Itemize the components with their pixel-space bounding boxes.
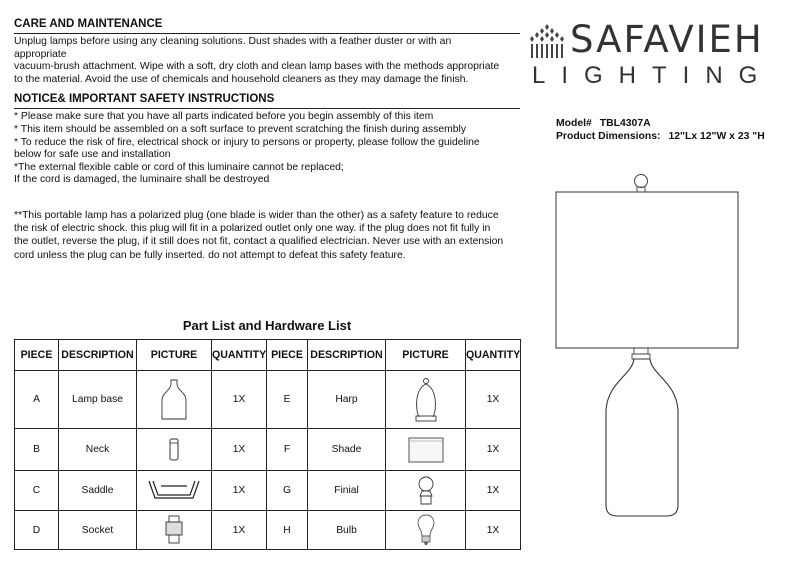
col-header: DESCRIPTION [59, 340, 137, 371]
instructions-column [14, 0, 520, 262]
piece-cell: E [267, 371, 308, 429]
quantity-cell: 1X [212, 429, 267, 471]
model-number: TBL4307A [599, 118, 651, 129]
parts-table [14, 339, 521, 550]
safety-line: below for safe use and installation [14, 149, 171, 161]
safety-line: * Please make sure that you have all parts indicated before you begin assembly of this item [14, 111, 434, 123]
safety-line: *The external flexible cable or cord of this luminaire cannot be replaced; [14, 161, 344, 173]
neck-icon [137, 429, 212, 471]
description-cell: Saddle [59, 471, 137, 511]
product-info [556, 117, 765, 143]
parts-header-row [15, 340, 521, 371]
brand-subtitle: LIGHTING [532, 62, 774, 89]
quantity-cell: 1X [212, 511, 267, 550]
bulb-icon [386, 511, 466, 550]
description-cell: Lamp base [59, 371, 137, 429]
safety-line: * This item should be assembled on a soft surface to prevent scratching the finish during assembly [14, 123, 467, 135]
care-title: CARE AND MAINTENANCE [14, 17, 520, 34]
care-line: Unplug lamps before using any cleaning solutions. Dust shades with a feather duster or with an [14, 36, 452, 47]
quantity-cell: 1X [466, 511, 521, 550]
shade-icon [386, 429, 466, 471]
safety-text [14, 111, 520, 187]
care-line: to the material. Avoid the use of chemicals and household cleaners as they may damage the finish. [14, 73, 469, 85]
saddle-icon [137, 471, 212, 511]
safety-line: * To reduce the risk of fire, electrical shock or injury to persons or property, please follow the guideline [14, 136, 480, 148]
col-header: QUANTITY [466, 340, 521, 371]
safety-title: NOTICE& IMPORTANT SAFETY INSTRUCTIONS [14, 92, 520, 109]
care-line: vacuum-brush attachment. Wipe with a soft, dry cloth and clean lamp bases with the methods appropriate [14, 61, 500, 73]
description-cell: Socket [59, 511, 137, 550]
note-line: the risk of electric shock. this plug will fit in a polarized outlet only one way. if the plug does not fit fully in [14, 223, 491, 235]
piece-cell: G [267, 471, 308, 511]
table-row [15, 471, 521, 511]
col-header: QUANTITY [212, 340, 267, 371]
safety-line: If the cord is damaged, the luminaire shall be destroyed [14, 174, 270, 186]
brand-name: SAFAVIEH [570, 18, 764, 61]
description-cell: Shade [308, 429, 386, 471]
note-line: the outlet, reverse the plug, if it still does not fit, contact a qualified electrician. Never use with an extension [14, 236, 504, 248]
piece-cell: D [15, 511, 59, 550]
harp-icon [386, 371, 466, 429]
lamp-base-icon [137, 371, 212, 429]
piece-cell: B [15, 429, 59, 471]
note-line: cord unless the plug can be fully inserted. do not attempt to defeat this safety feature. [14, 249, 406, 261]
description-cell: Harp [308, 371, 386, 429]
care-text [14, 36, 520, 86]
col-header: DESCRIPTION [308, 340, 386, 371]
table-row [15, 429, 521, 471]
col-header: PICTURE [137, 340, 212, 371]
description-cell: Finial [308, 471, 386, 511]
safavieh-logo [528, 18, 790, 98]
dimensions-value: 12"Lx 12"W x 23 "H [668, 131, 765, 142]
col-header: PIECE [15, 340, 59, 371]
table-lamp-drawing-icon [554, 170, 744, 520]
description-cell: Bulb [308, 511, 386, 550]
col-header: PIECE [267, 340, 308, 371]
finial-icon [386, 471, 466, 511]
piece-cell: F [267, 429, 308, 471]
piece-cell: A [15, 371, 59, 429]
safavieh-crest-icon [528, 24, 566, 60]
piece-cell: C [15, 471, 59, 511]
care-line: appropriate [14, 48, 67, 60]
description-cell: Neck [59, 429, 137, 471]
quantity-cell: 1X [466, 429, 521, 471]
quantity-cell: 1X [212, 371, 267, 429]
dimensions-label: Product Dimensions: [556, 131, 661, 142]
parts-list-title: Part List and Hardware List [182, 318, 352, 333]
piece-cell: H [267, 511, 308, 550]
quantity-cell: 1X [212, 471, 267, 511]
note-line: **This portable lamp has a polarized plug (one blade is wider than the other) as a safety feature to reduce [14, 209, 499, 221]
model-label: Model# [556, 118, 592, 129]
quantity-cell: 1X [466, 471, 521, 511]
table-row [15, 511, 521, 550]
polarized-plug-note [14, 209, 520, 262]
socket-icon [137, 511, 212, 550]
table-row [15, 371, 521, 429]
quantity-cell: 1X [466, 371, 521, 429]
col-header: PICTURE [386, 340, 466, 371]
